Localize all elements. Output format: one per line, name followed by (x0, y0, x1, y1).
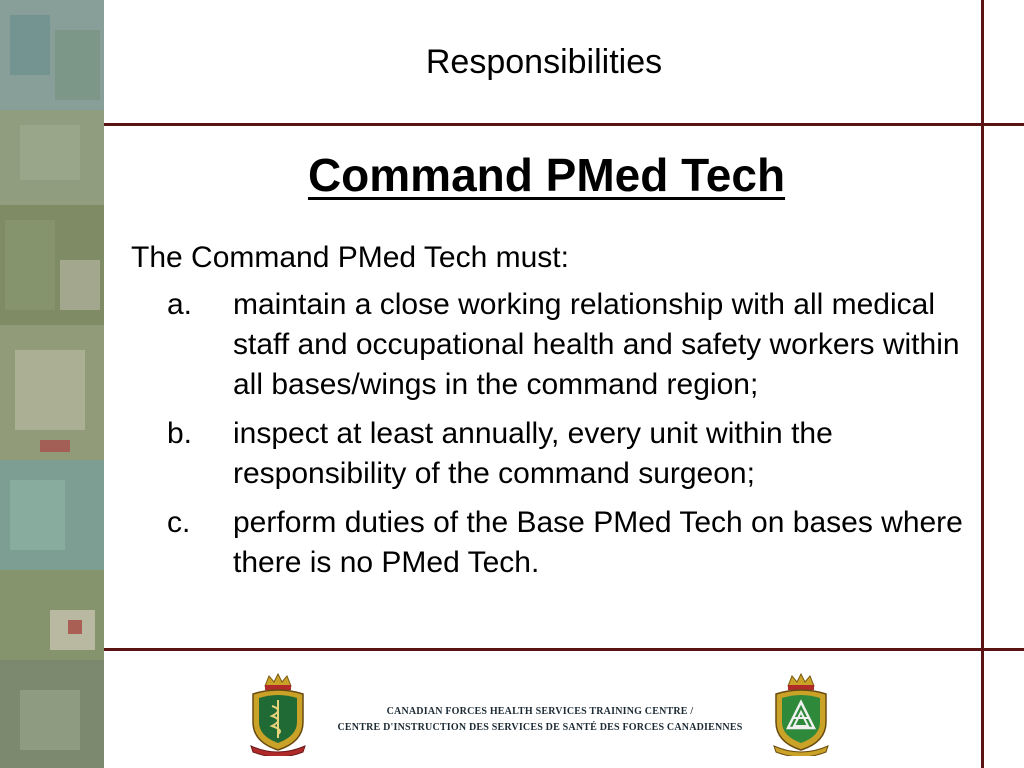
training-centre-crest-icon (770, 672, 832, 756)
list-marker: b. (167, 417, 193, 450)
photo-collage-image (0, 0, 104, 768)
responsibility-list (131, 285, 981, 592)
health-services-crest-icon (247, 672, 309, 756)
photo-collage-strip (0, 0, 104, 768)
footer-line-english: CANADIAN FORCES HEALTH SERVICES TRAINING CENTRE / (386, 706, 694, 717)
list-item-text: inspect at least annually, every unit within the responsibility of the command surgeon; (233, 417, 833, 490)
header-divider (104, 123, 1024, 126)
list-marker: a. (167, 288, 193, 321)
list-item (131, 285, 981, 405)
slide-title: Command PMed Tech (307, 149, 786, 201)
right-border (981, 0, 984, 768)
list-item-text: maintain a close working relationship with all medical staff and occupational health and safety workers within all bases/wings in the command region; (233, 288, 960, 401)
footer-divider (104, 648, 1024, 651)
list-item (131, 414, 981, 494)
list-item (131, 503, 981, 583)
list-item-text: perform duties of the Base PMed Tech on bases where there is no PMed Tech. (233, 506, 963, 579)
footer-institution-name (318, 704, 762, 736)
list-marker: c. (167, 506, 191, 539)
page-title: Responsibilities (425, 43, 663, 81)
footer-line-french: CENTRE D'INSTRUCTION DES SERVICES DE SANTÉ DES FORCES CANADIENNES (337, 722, 743, 733)
intro-text: The Command PMed Tech must: (131, 241, 569, 274)
